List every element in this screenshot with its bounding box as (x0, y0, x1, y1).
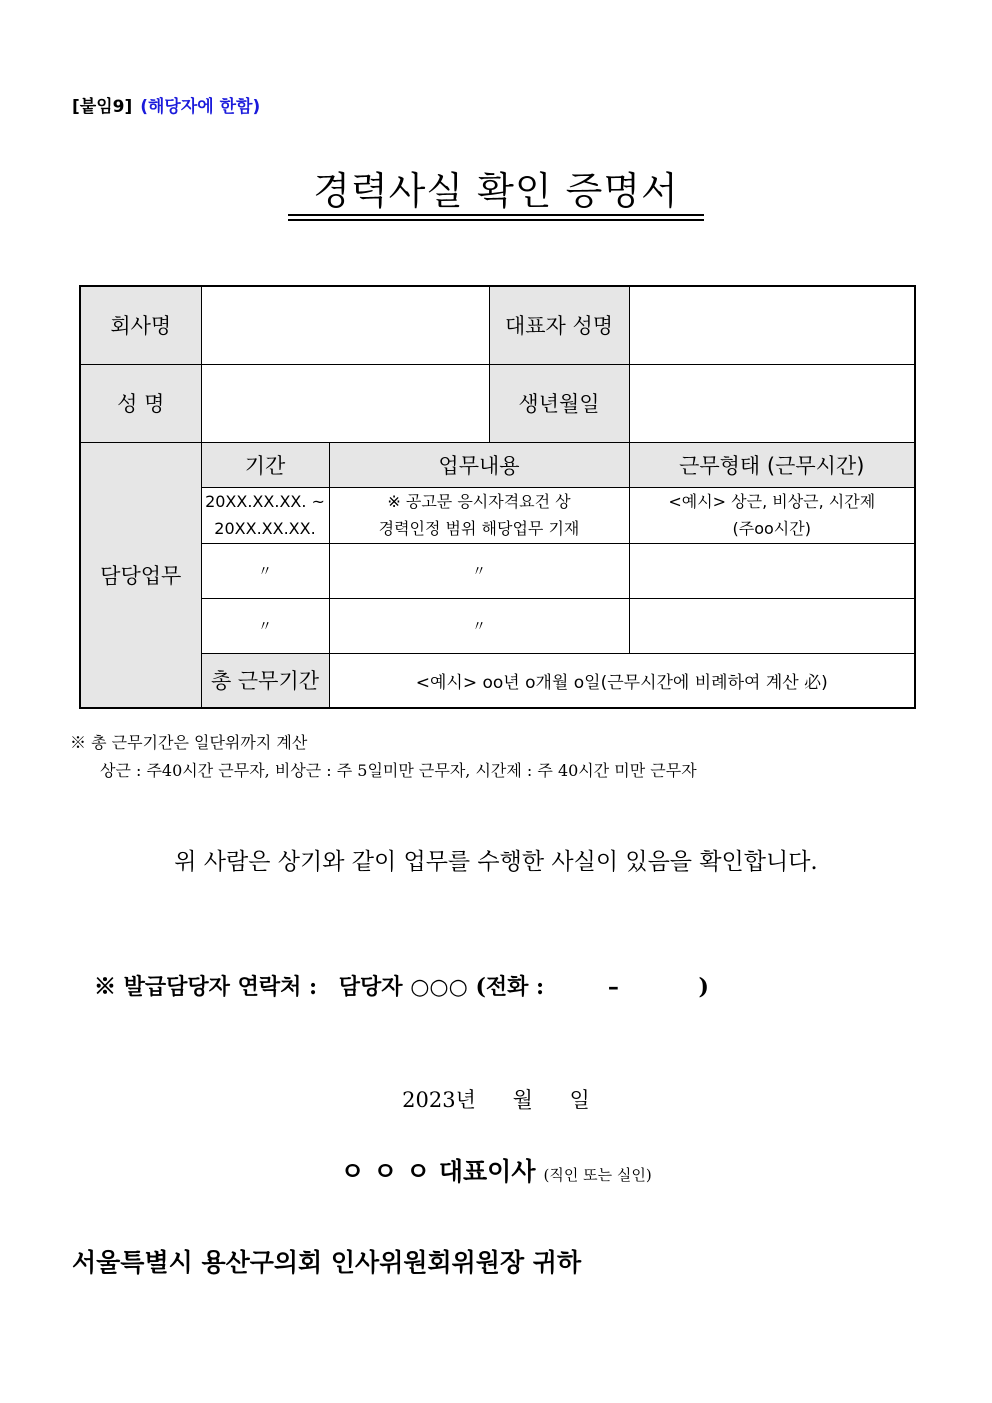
attachment-label: [붙임9] (72, 97, 133, 117)
row-period[interactable]: 〃 (201, 543, 329, 598)
row-content[interactable]: 〃 (329, 543, 629, 598)
name-label: 성 명 (80, 364, 201, 442)
contact-label: ※ 발급담당자 연락처 : (94, 974, 318, 1000)
representative-label: 대표자 성명 (489, 286, 629, 364)
row-work-type[interactable] (629, 543, 915, 598)
total-period-label: 총 근무기간 (201, 653, 329, 708)
contact-phone-dash: – (607, 974, 619, 1000)
contact-person: 담당자 ○○○ (전화 : (338, 974, 545, 1000)
title-underline-second (288, 219, 704, 221)
contact-close-paren: ) (698, 974, 709, 1000)
duty-label: 담당업무 (80, 442, 201, 708)
row-period[interactable]: 〃 (201, 598, 329, 653)
company-field[interactable] (201, 286, 489, 364)
row-content[interactable]: 〃 (329, 598, 629, 653)
row-work-type[interactable] (629, 598, 915, 653)
note-work-type-definition: 상근 : 주40시간 근무자, 비상근 : 주 5일미만 근무자, 시간제 : 주 40시간 미만 근무자 (100, 761, 697, 780)
addressee: 서울특별시 용산구의회 인사위원회위원장 귀하 (72, 1248, 582, 1277)
confirmation-statement: 위 사람은 상기와 같이 업무를 수행한 사실이 있음을 확인합니다. (174, 849, 818, 875)
row-period[interactable]: 20XX.XX.XX. ~ 20XX.XX.XX. (201, 487, 329, 543)
company-label: 회사명 (80, 286, 201, 364)
column-work-type: 근무형태 (근무시간) (629, 442, 915, 487)
ceo-name: ㅇ ㅇ ㅇ 대표이사 (340, 1157, 536, 1186)
title-underline (288, 214, 704, 216)
career-form-table (79, 285, 916, 709)
issuer-contact (94, 970, 709, 1001)
row-content[interactable]: ※ 공고문 응시자격요건 상 경력인정 범위 해당업무 기재 (329, 487, 629, 543)
attachment-note: (해당자에 한함) (140, 97, 261, 117)
document-title: 경력사실 확인 증명서 (313, 169, 679, 213)
birthdate-field[interactable] (629, 364, 915, 442)
attachment-header (72, 92, 260, 117)
birthdate-label: 생년월일 (489, 364, 629, 442)
note-total-period: ※ 총 근무기간은 일단위까지 계산 (70, 733, 308, 752)
total-period-field[interactable]: <예시> oo년 o개월 o일(근무시간에 비례하여 계산 必) (329, 653, 915, 708)
column-period: 기간 (201, 442, 329, 487)
representative-field[interactable] (629, 286, 915, 364)
issue-date: 2023년 월 일 (402, 1088, 590, 1112)
name-field[interactable] (201, 364, 489, 442)
seal-note: (직인 또는 실인) (543, 1166, 652, 1184)
column-content: 업무내용 (329, 442, 629, 487)
row-work-type[interactable]: <예시> 상근, 비상근, 시간제 (주oo시간) (629, 487, 915, 543)
signature-line (0, 1152, 992, 1188)
